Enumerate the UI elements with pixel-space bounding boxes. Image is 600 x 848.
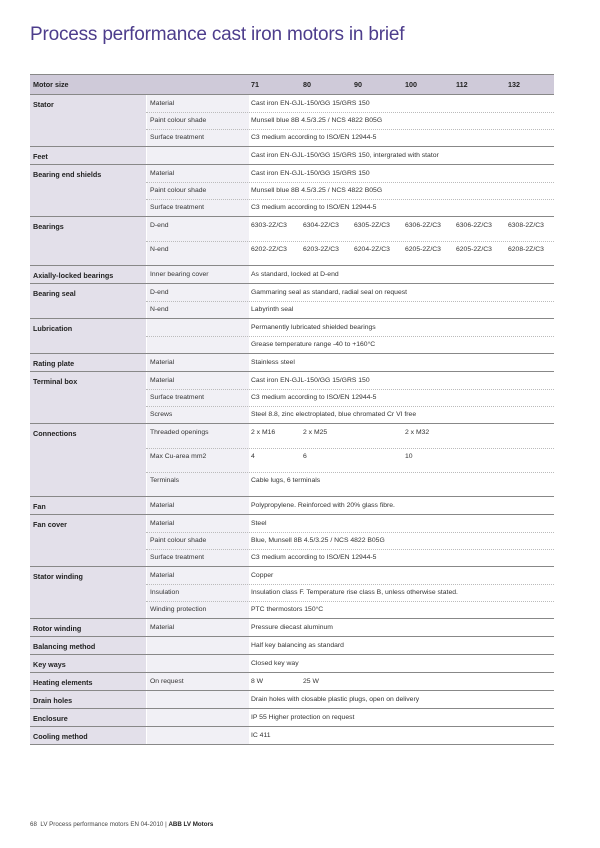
section-label: Key ways [33,660,66,669]
spec-table [30,74,554,745]
spec-value: 6203-2Z/C3 [303,246,339,253]
footer-brand: ABB LV Motors [168,821,214,828]
sub-label-cell [146,727,249,744]
spec-value: 8 W [251,678,264,685]
spec-value: 2 x M25 [303,429,328,436]
sub-label: Paint colour shade [150,537,207,544]
sub-label: Terminals [150,477,180,484]
spec-value: 6308-2Z/C3 [508,222,544,229]
sub-label: Screws [150,411,173,418]
spec-value: Cast iron EN-GJL-150/GG 15/GRS 150 [251,170,370,177]
section-label: Drain holes [33,696,73,705]
header-size: 90 [354,80,362,89]
section-label: Fan [33,502,46,511]
section-label: Enclosure [33,714,68,723]
sub-label: Paint colour shade [150,117,207,124]
spec-section [30,567,554,619]
spec-section [30,147,554,165]
sub-label: Paint colour shade [150,187,207,194]
spec-value: 6304-2Z/C3 [303,222,339,229]
spec-value: 6202-2Z/C3 [251,246,287,253]
row-divider [146,549,554,550]
sub-label-cell [146,655,249,672]
spec-section [30,691,554,709]
row-divider [146,336,554,337]
sub-label: Material [150,502,175,509]
spec-section [30,165,554,217]
spec-value: 6306-2Z/C3 [456,222,492,229]
section-label: Connections [33,429,77,438]
spec-value: C3 medium according to ISO/EN 12944-5 [251,394,377,401]
sub-label: Insulation [150,589,180,596]
spec-section [30,727,554,745]
sub-label: Inner bearing cover [150,271,209,278]
row-divider [146,472,554,473]
sub-label: Material [150,100,175,107]
spec-value: IC 411 [251,732,271,739]
section-label: Stator winding [33,572,83,581]
spec-value: PTC thermostors 150°C [251,606,324,613]
spec-value: 10 [405,453,413,460]
header-size: 132 [508,80,520,89]
row-divider [146,129,554,130]
section-label: Cooling method [33,732,88,741]
spec-value: Permanently lubricated shielded bearings [251,324,376,331]
spec-value: Blue, Munsell 8B 4.5/3.25 / NCS 4822 B05G [251,537,385,544]
spec-section [30,655,554,673]
spec-section [30,424,554,497]
section-label: Terminal box [33,377,78,386]
sub-label: Material [150,520,175,527]
spec-section [30,372,554,424]
section-label: Lubrication [33,324,73,333]
page-title: Process performance cast iron motors in brief [30,24,405,45]
header-size: 100 [405,80,417,89]
section-label: Axially-locked bearings [33,271,114,280]
row-divider [146,241,554,242]
sub-label: Surface treatment [150,204,205,211]
sub-label: Surface treatment [150,554,205,561]
section-label: Rating plate [33,359,75,368]
spec-value: 6205-2Z/C3 [456,246,492,253]
spec-value: Cast iron EN-GJL-150/GG 15/GRS 150 [251,377,370,384]
spec-value: As standard, locked at D-end [251,271,339,278]
spec-value: Copper [251,572,274,579]
spec-value: Polypropylene. Reinforced with 20% glass fibre. [251,502,395,509]
spec-section [30,619,554,637]
sub-label: Winding protection [150,606,207,613]
spec-section [30,515,554,567]
section-label: Rotor winding [33,624,82,633]
page-number: 68 [30,821,37,828]
row-divider [146,389,554,390]
spec-section [30,709,554,727]
spec-section [30,217,554,266]
sub-label-cell [146,147,249,164]
sub-label: N-end [150,246,169,253]
spec-value: Gammaring seal as standard, radial seal on request [251,289,408,296]
spec-value: 6306-2Z/C3 [405,222,441,229]
sub-label: D-end [150,289,169,296]
header-size: 80 [303,80,311,89]
section-label-cell [30,497,146,514]
spec-value: 6 [303,453,307,460]
sub-label-cell [146,637,249,654]
sub-label: Material [150,359,175,366]
sub-label: Material [150,170,175,177]
spec-section [30,497,554,515]
section-label: Bearings [33,222,64,231]
sub-label: Threaded openings [150,429,209,436]
spec-value: C3 medium according to ISO/EN 12944-5 [251,204,377,211]
spec-value: Munsell blue 8B 4.5/3.25 / NCS 4822 B05G [251,187,383,194]
row-divider [146,532,554,533]
section-label: Heating elements [33,678,93,687]
spec-section [30,319,554,354]
sub-label: Material [150,377,175,384]
table-header-row [30,75,554,95]
sub-label: Surface treatment [150,134,205,141]
spec-value: 6205-2Z/C3 [405,246,441,253]
spec-value: Closed key way [251,660,299,667]
spec-section [30,673,554,691]
header-size: 112 [456,80,468,89]
sub-label: D-end [150,222,169,229]
spec-section [30,354,554,372]
spec-section [30,95,554,147]
spec-value: C3 medium according to ISO/EN 12944-5 [251,134,377,141]
spec-value: 2 x M32 [405,429,430,436]
spec-value: Drain holes with closable plastic plugs, open on delivery [251,696,420,703]
spec-value: 6208-2Z/C3 [508,246,544,253]
spec-value: IP 55 Higher protection on request [251,714,355,721]
header-size: 71 [251,80,259,89]
spec-value: 6204-2Z/C3 [354,246,390,253]
section-label: Balancing method [33,642,96,651]
spec-value: Steel [251,520,267,527]
spec-value: 6305-2Z/C3 [354,222,390,229]
sub-label: On request [150,678,184,685]
section-label: Bearing seal [33,289,76,298]
row-divider [146,112,554,113]
row-divider [146,448,554,449]
section-label: Bearing end shields [33,170,102,179]
spec-value: Grease temperature range -40 to +160°C [251,341,376,348]
spec-section [30,637,554,655]
page-footer [30,821,213,828]
row-divider [146,199,554,200]
row-divider [146,601,554,602]
section-label: Stator [33,100,54,109]
spec-value: Half key balancing as standard [251,642,344,649]
row-divider [146,406,554,407]
header-label: Motor size [33,80,69,89]
spec-value: Labyrinth seal [251,306,294,313]
sub-label: Max Cu-area mm2 [150,453,207,460]
sub-label: Material [150,624,175,631]
sub-label-cell [146,691,249,708]
footer-separator: | [165,821,167,828]
spec-value: Steel 8.8, zinc electroplated, blue chromated Cr VI free [251,411,417,418]
spec-value: 2 x M16 [251,429,276,436]
spec-section [30,266,554,284]
spec-value: Munsell blue 8B 4.5/3.25 / NCS 4822 B05G [251,117,383,124]
spec-value: 25 W [303,678,319,685]
row-divider [146,182,554,183]
sub-label: Surface treatment [150,394,205,401]
footer-text: LV Process performance motors EN 04-2010 [40,821,164,828]
spec-value: Cast iron EN-GJL-150/GG 15/GRS 150, intergrated with stator [251,152,439,159]
spec-value: C3 medium according to ISO/EN 12944-5 [251,554,377,561]
spec-value: 4 [251,453,255,460]
sub-label-cell [146,709,249,726]
sub-label: N-end [150,306,169,313]
spec-value: Cable lugs, 6 terminals [251,477,321,484]
section-label: Feet [33,152,48,161]
spec-value: Cast iron EN-GJL-150/GG 15/GRS 150 [251,100,370,107]
spec-value: Pressure diecast aluminum [251,624,333,631]
sub-label: Material [150,572,175,579]
row-divider [146,301,554,302]
row-divider [146,584,554,585]
spec-value: Stainless steel [251,359,295,366]
spec-value: 6303-2Z/C3 [251,222,287,229]
section-label: Fan cover [33,520,67,529]
spec-section [30,284,554,319]
spec-value: Insulation class F. Temperature rise class B, unless otherwise stated. [251,589,458,596]
